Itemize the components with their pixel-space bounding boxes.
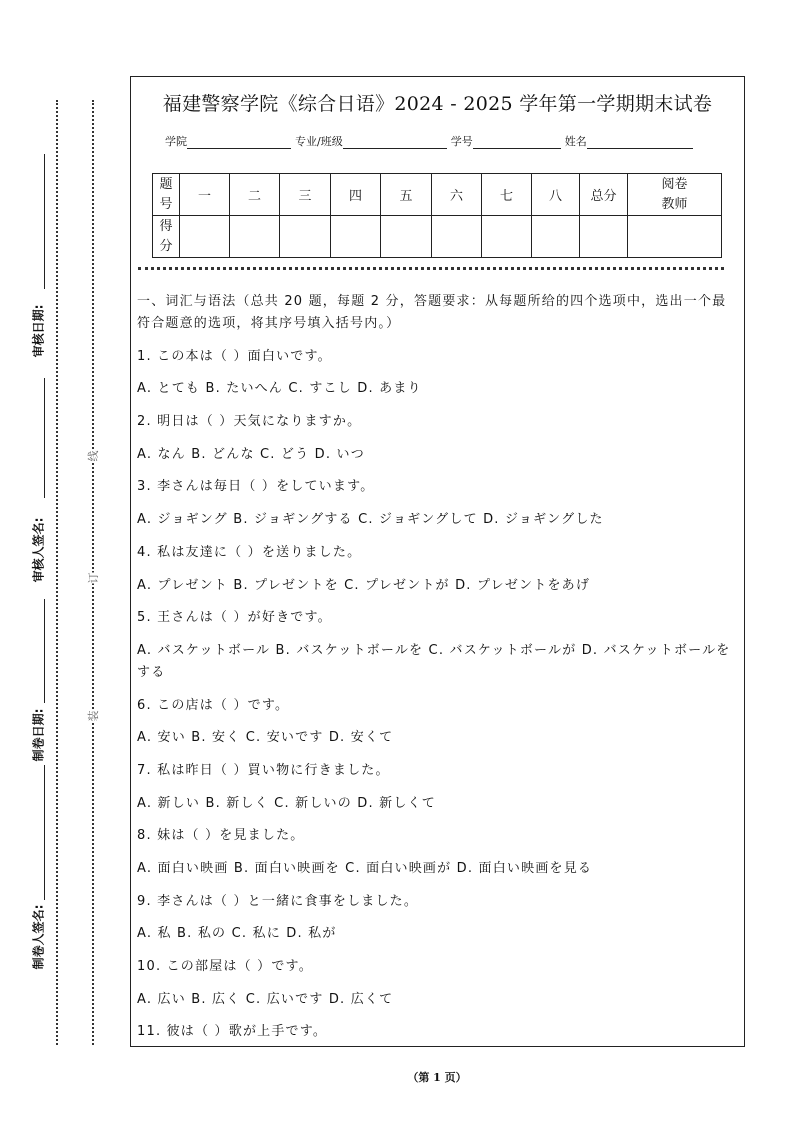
score-cell[interactable] — [230, 216, 280, 258]
answer-options: A. ジョギング B. ジョギングする C. ジョギングして D. ジョギングした — [137, 512, 604, 528]
binding-mark-ding: 订 — [87, 572, 100, 584]
column-header: 二 — [230, 174, 280, 216]
score-cell[interactable] — [280, 216, 331, 258]
column-header: 总分 — [580, 174, 628, 216]
paper-maker-signature-label: 制卷人签名: — [31, 904, 46, 970]
major-class-label: 专业/班级 — [295, 135, 343, 148]
question-text: 7. 私は昨日（ ）買い物に行きました。 — [137, 762, 390, 778]
page-number: （第 1 页） — [407, 1071, 467, 1084]
answer-options: A. 新しい B. 新しく C. 新しいの D. 新しくて — [137, 795, 436, 811]
question-text: 9. 李さんは（ ）と一緒に食事をしました。 — [137, 893, 419, 909]
question-text: 1. この本は（ ）面白いです。 — [137, 348, 332, 364]
student-id-field[interactable] — [473, 136, 561, 149]
question-text: 4. 私は友達に（ ）を送りました。 — [137, 544, 362, 560]
binding-mark-xian: 线 — [87, 450, 100, 462]
answer-options: A. 私 B. 私の C. 私に D. 私が — [137, 926, 337, 942]
college-label: 学院 — [165, 135, 187, 148]
question-text: 2. 明日は（ ）天気になりますか。 — [137, 414, 362, 430]
review-date-label: 审核日期: — [31, 304, 46, 358]
name-field[interactable] — [587, 136, 693, 149]
score-cell[interactable] — [580, 216, 628, 258]
answer-options: A. とても B. たいへん C. すこし D. あまり — [137, 381, 422, 397]
exam-frame — [130, 76, 745, 1047]
score-cell[interactable] — [432, 216, 482, 258]
signature-line — [44, 154, 45, 289]
answer-options: A. 安い B. 安く C. 安いです D. 安くて — [137, 730, 394, 746]
name-label: 姓名 — [564, 135, 587, 148]
answer-options: A. 面白い映画 B. 面白い映画を C. 面白い映画が D. 面白い映画を見る — [137, 861, 593, 876]
question-text: 11. 彼は（ ）歌が上手です。 — [137, 1024, 328, 1040]
score-table-score-row — [153, 216, 722, 258]
score-cell[interactable] — [482, 216, 532, 258]
grader-header: 阅卷 教师 — [628, 174, 722, 216]
column-header: 六 — [432, 174, 482, 216]
college-field[interactable] — [187, 136, 291, 149]
score-table — [152, 173, 722, 258]
answer-options: A. なん B. どんな C. どう D. いつ — [137, 446, 365, 462]
column-header: 四 — [331, 174, 381, 216]
column-header: 七 — [482, 174, 532, 216]
question-text: 6. この店は（ ）です。 — [137, 697, 290, 713]
question-text: 8. 妹は（ ）を見ました。 — [137, 828, 305, 844]
question-text: 10. この部屋は（ ）です。 — [137, 959, 313, 975]
question-text: 5. 王さんは（ ）が好きです。 — [137, 610, 332, 626]
column-header: 三 — [280, 174, 331, 216]
signature-line — [44, 765, 45, 900]
score-cell[interactable] — [532, 216, 580, 258]
signature-line — [44, 378, 45, 498]
reviewer-signature-label: 审核人签名: — [31, 517, 46, 583]
score-cell[interactable] — [381, 216, 432, 258]
dotted-separator — [138, 267, 724, 270]
score-cell[interactable] — [331, 216, 381, 258]
student-info-row — [165, 133, 697, 149]
question-list — [137, 346, 738, 1044]
student-id-label: 学号 — [450, 135, 473, 148]
score-table-header-row — [153, 174, 722, 216]
column-header: 五 — [381, 174, 432, 216]
exam-title: 福建警察学院《综合日语》2024 - 2025 学年第一学期期末试卷 — [162, 93, 713, 115]
paper-date-label: 制卷日期: — [31, 708, 46, 762]
answer-options: A. プレゼント B. プレゼントを C. プレゼントが D. プレゼントをあげ — [137, 577, 591, 593]
binding-mark-zhuang: 装 — [87, 710, 100, 722]
question-text: 3. 李さんは毎日（ ）をしています。 — [137, 479, 375, 495]
score-label: 得 分 — [153, 216, 180, 258]
signature-line — [44, 599, 45, 703]
score-cell[interactable] — [180, 216, 230, 258]
answer-options: A. バスケットボール B. バスケットボールを C. バスケットボールが D. バスケットボールをする — [137, 642, 731, 680]
section-vocabulary-grammar — [137, 291, 738, 1054]
grader-cell[interactable] — [628, 216, 722, 258]
question-number-label: 题 号 — [153, 174, 180, 216]
column-header: 一 — [180, 174, 230, 216]
major-class-field[interactable] — [343, 136, 447, 149]
section-instruction: 一、词汇与语法（总共 20 题，每题 2 分，答题要求：从每题所给的四个选项中，选出一个最符合题意的选项，将其序号填入括号内。） — [137, 294, 727, 331]
column-header: 八 — [532, 174, 580, 216]
binding-dotted-line-outer — [56, 100, 58, 1045]
answer-options: A. 広い B. 広く C. 広いです D. 広くて — [137, 991, 394, 1007]
